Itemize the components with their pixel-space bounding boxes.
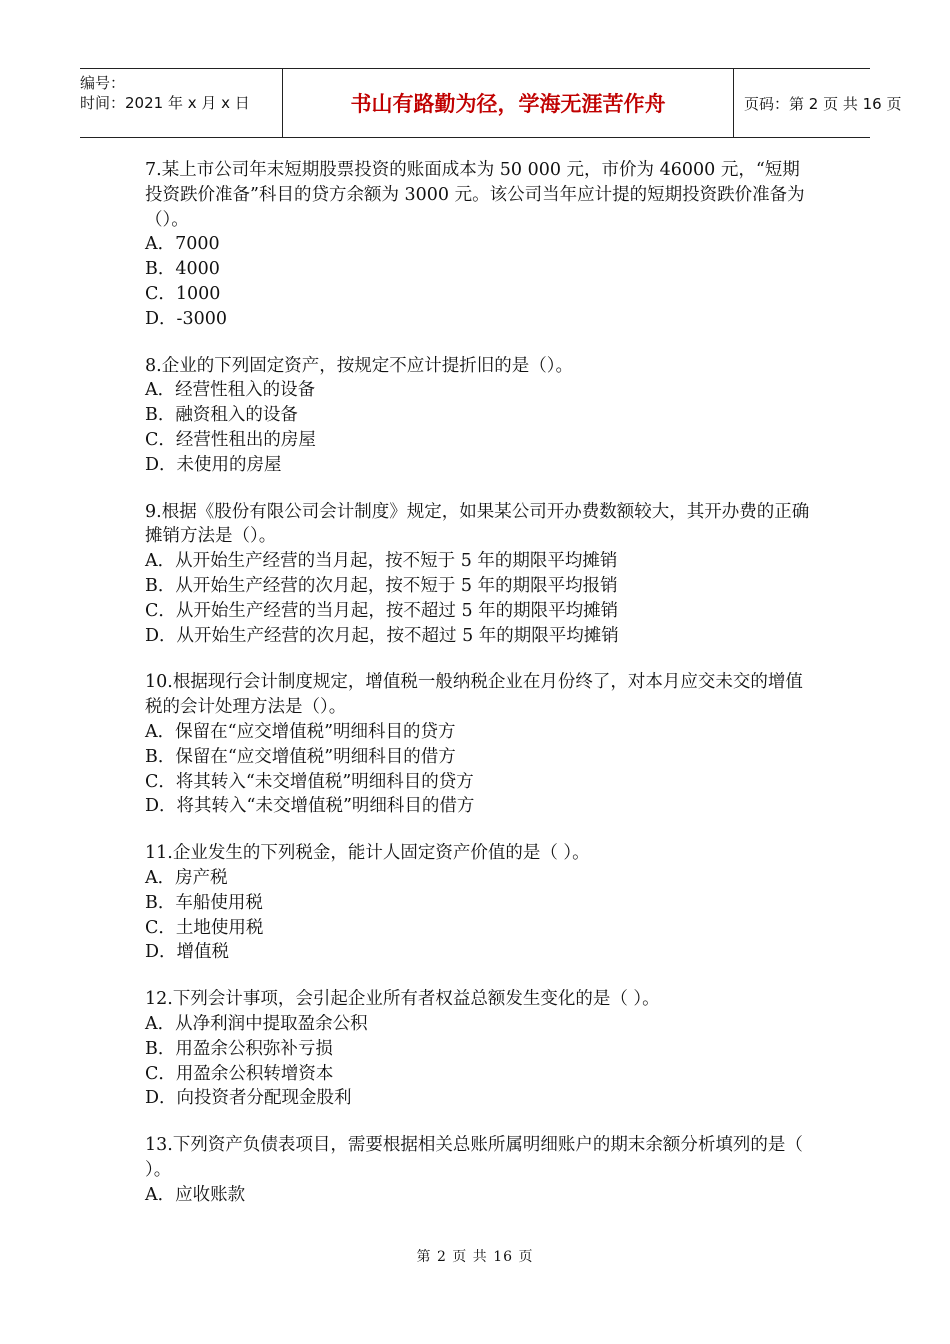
question-stem: 11.企业发生的下列税金，能计人固定资产价值的是（ ）。	[145, 843, 590, 864]
question-list	[145, 158, 815, 1229]
option-d: D．未使用的房屋	[145, 454, 282, 475]
header-meta	[80, 69, 282, 137]
page-header	[80, 68, 902, 138]
option-b: B．保留在“应交增值税”明细科目的借方	[145, 746, 456, 767]
question-stem: 8.企业的下列固定资产，按规定不应计提折旧的是（）。	[145, 355, 573, 376]
option-c: C．从开始生产经营的当月起，按不超过 5 年的期限平均摊销	[145, 600, 619, 621]
question-13	[145, 1133, 815, 1207]
question-8	[145, 354, 815, 478]
option-d: D．向投资者分配现金股利	[145, 1088, 352, 1109]
question-stem: 10.根据现行会计制度规定，增值税一般纳税企业在月份终了，对本月应交未交的增值税的会计处理方法是（）。	[145, 672, 803, 718]
option-c: C．用盈余公积转增资本	[145, 1063, 334, 1084]
question-stem: 12.下列会计事项，会引起企业所有者权益总额发生变化的是（ ）。	[145, 989, 660, 1010]
option-c: C．经营性租出的房屋	[145, 429, 316, 450]
option-d: D．增值税	[145, 942, 230, 963]
option-b: B．用盈余公积弥补亏损	[145, 1038, 333, 1059]
option-a: A．经营性租入的设备	[145, 380, 316, 401]
option-a: A．保留在“应交增值税”明细科目的贷方	[145, 721, 456, 742]
question-stem: 9.根据《股份有限公司会计制度》规定，如果某公司开办费数额较大，其开办费的正确摊销方法是（）。	[145, 501, 810, 547]
option-a: A．房产税	[145, 867, 228, 888]
option-a: A．从净利润中提取盈余公积	[145, 1013, 368, 1034]
option-c: C．1000	[145, 283, 221, 304]
question-stem: 7.某上市公司年末短期股票投资的账面成本为 50 000 元，市价为 46000 元，“短期投资跌价准备”科目的贷方余额为 3000 元。该公司当年应计提的短期投资跌价准备为（）。	[145, 160, 805, 230]
option-d: D．-3000	[145, 308, 227, 329]
option-d: D．将其转入“未交增值税”明细科目的借方	[145, 796, 475, 817]
option-b: B．4000	[145, 259, 220, 280]
option-a: A．应收账款	[145, 1184, 246, 1205]
header-page-info: 页码：第 2 页 共 16 页	[744, 94, 902, 113]
question-9	[145, 500, 815, 649]
page-footer: 第 2 页 共 16 页	[416, 1249, 534, 1265]
option-d: D．从开始生产经营的次月起，按不超过 5 年的期限平均摊销	[145, 625, 619, 646]
option-a: A．7000	[145, 234, 220, 255]
question-10	[145, 670, 815, 819]
option-c: C．土地使用税	[145, 917, 264, 938]
question-stem: 13.下列资产负债表项目，需要根据相关总账所属明细账户的期末余额分析填列的是（ ）。	[145, 1135, 803, 1180]
question-12	[145, 987, 815, 1111]
option-a: A．从开始生产经营的当月起，按不短于 5 年的期限平均摊销	[145, 551, 618, 572]
option-b: B．从开始生产经营的次月起，按不短于 5 年的期限平均报销	[145, 575, 618, 596]
header-motto: 书山有路勤为径，学海无涯苦作舟	[282, 69, 734, 137]
question-11	[145, 841, 815, 965]
option-c: C．将其转入“未交增值税”明细科目的贷方	[145, 771, 474, 792]
document-date: 时间：2021 年 x 月 x 日	[80, 94, 250, 112]
question-7	[145, 158, 815, 332]
document-number-label: 编号：	[80, 74, 126, 92]
option-b: B．车船使用税	[145, 892, 263, 913]
option-b: B．融资租入的设备	[145, 405, 298, 426]
